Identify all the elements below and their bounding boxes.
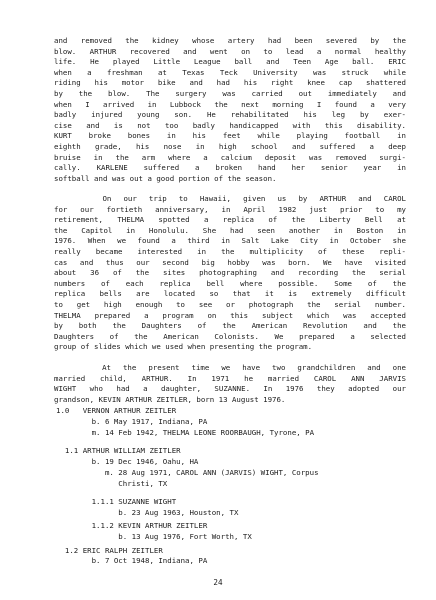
text-line: life. He played Little League ball and Teen Age ball. ERIC [54,57,406,67]
genealogy-entry: m. 28 Aug 1971, CAROL ANN (JARVIS) WIGHT, Corpus [56,468,319,477]
text-line: about 36 of the sites photographing and recording the serial [54,268,406,278]
text-line: grandson, KEVIN ARTHUR ZEITLER, born 13 August 1976. [54,394,286,404]
genealogy-entry: b. 19 Dec 1946, Oahu, HA [56,457,199,466]
text-line: badly injured young son. He rehabilitated his leg by exer- [54,110,406,120]
genealogy-entry: Christi, TX [56,479,168,488]
text-line: the Capitol in Honolulu. She had seen another in Boston in [54,225,406,235]
text-line: blow. ARTHUR recovered and went on to lead a normal healthy [54,46,406,56]
genealogy-entry: b. 13 Aug 1976, Fort Worth, TX [56,532,252,541]
text-line: when a freshman at Texas Teck University was struck while [54,67,406,77]
text-line: eighth grade, his nose in high school and suffered a deep [54,141,406,151]
text-line: bruise in the arm where a calcium deposit was removed surgi- [54,152,406,162]
text-line: On our trip to Hawaii, given us by ARTHUR and CAROL [54,194,406,203]
text-line: WIGHT who had a daughter, SUZANNE. In 1976 they adopted our [54,384,406,394]
paragraph-injuries [54,36,406,184]
text-line: cise and is not too badly handicapped with this disability. [54,120,406,130]
text-line: replica bells are located so that it is extremely difficult [54,289,406,299]
text-line: softball and was out a good portion of the season. [54,173,277,183]
text-line: married child, ARTHUR. In 1971 he married CAROL ANN JARVIS [54,373,406,383]
genealogy-entry: b. 23 Aug 1963, Houston, TX [56,508,239,517]
text-line: cally. KARLENE suffered a broken hand her senior year in [54,163,406,173]
text-line: to get high enough to see or photograph the serial number. [54,299,406,309]
genealogy-entry: m. 14 Feb 1942, THELMA LEONE ROORBAUGH, Tyrone, PA [56,428,315,437]
genealogy-entry: 1.1 ARTHUR WILLIAM ZEITLER [56,446,181,455]
genealogy-entry: 1.1.2 KEVIN ARTHUR ZEITLER [56,521,208,530]
text-line: and removed the kidney whose artery had been severed by the [54,36,406,45]
text-line: group of slides which we used when presenting the program. [54,342,313,352]
text-line: by the blow. The surgery was carried out immediately and [54,88,406,98]
paragraph-grandchildren [54,363,406,405]
genealogy-entry: 1.2 ERIC RALPH ZEITLER [56,546,163,555]
text-line: KURT broke bones in his feet while playing football in [54,131,406,141]
page-number: 24 [213,578,223,587]
text-line: when I arrived in Lubbock the next morning I found a very [54,99,406,109]
genealogy-entry: b. 6 May 1917, Indiana, PA [56,417,208,426]
paragraph-liberty-bell [54,194,406,353]
text-line: retirement, THELMA spotted a replica of the Liberty Bell at [54,215,406,225]
text-line: for our fortieth anniversary, in April 1982 just prior to my [54,204,406,214]
text-line: numbers of each replica bell where possible. Some of the [54,278,406,288]
text-line: really became interested in the multiplicity of these repli- [54,246,406,256]
text-line: riding his motor bike and had his right knee cap shattered [54,78,406,88]
text-line: At the present time we have two grandchildren and one [54,363,406,372]
text-line: cas and thus our second big hobby was born. We have visited [54,257,406,267]
text-line: by both the Daughters of the American Revolution and the [54,321,406,331]
genealogy-entry: b. 7 Oct 1948, Indiana, PA [56,556,208,565]
text-line: THELMA prepared a program on this subject which was accepted [54,310,406,320]
text-line: Daughters of the American Colonists. We prepared a selected [54,331,406,341]
text-line: 1976. When we found a third in Salt Lake City in October she [54,236,406,246]
genealogy-entry: 1.1.1 SUZANNE WIGHT [56,497,177,506]
genealogy-entry: 1.0 VERNON ARTHUR ZEITLER [56,406,177,415]
